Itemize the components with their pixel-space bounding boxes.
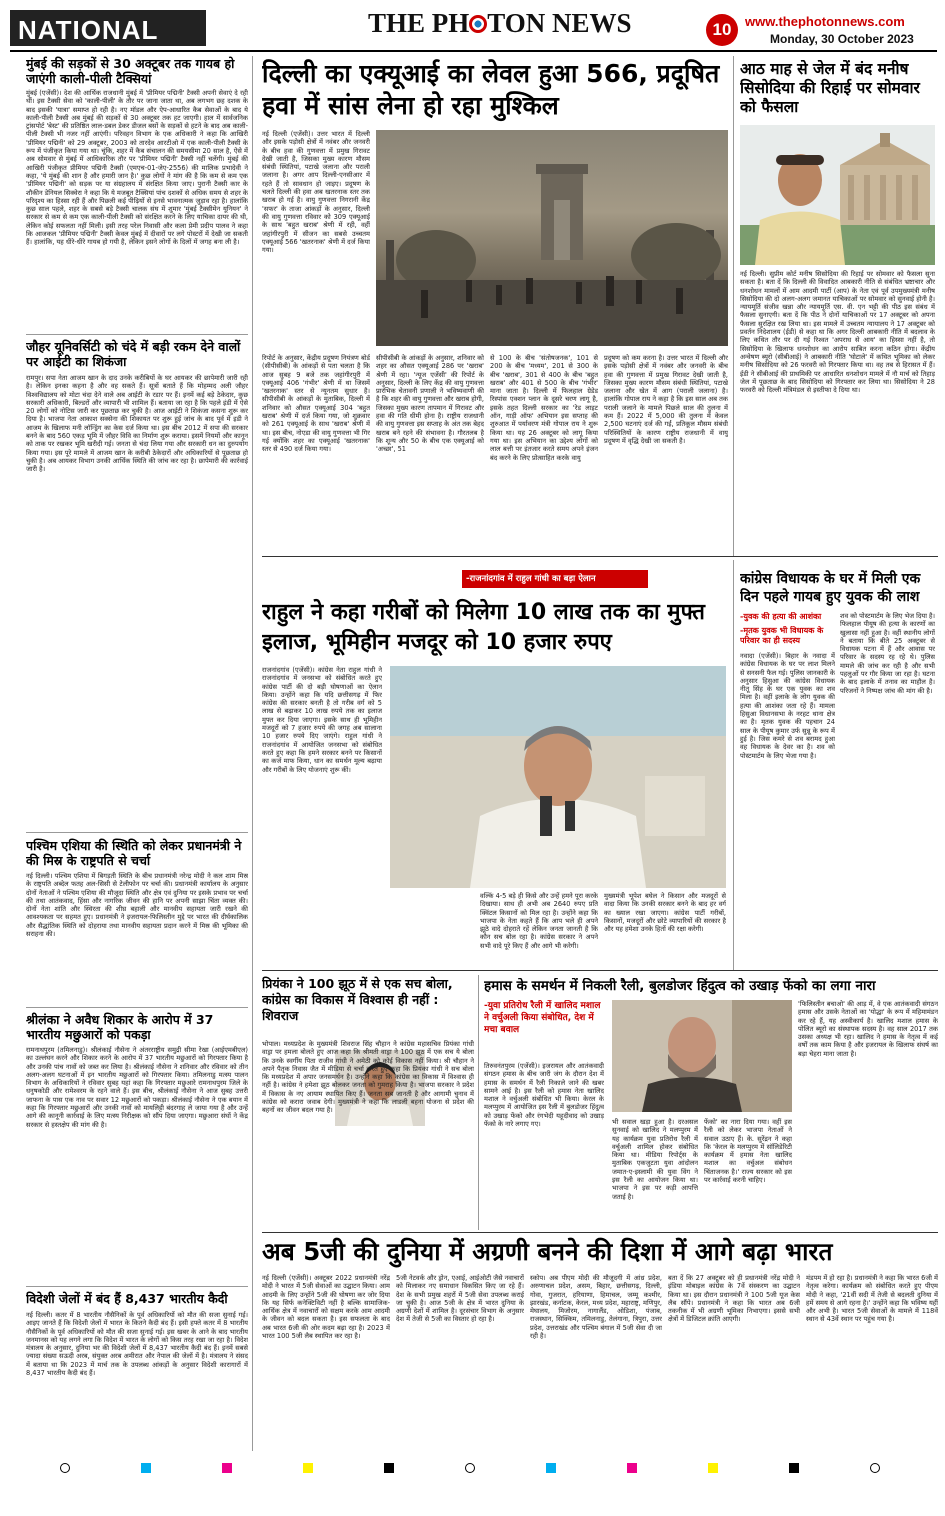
photon-logo-icon <box>469 15 487 33</box>
rahul-col-1: राजनांदगांव (एजेंसी)। कांग्रेस नेता राहुल गांधी ने राजनांदगांव में जनसभा को संबोधित करते हुए कांग्रेस पार्टी की दो बड़ी घोषणाओं का ऐलान किया। उन्होंने कहा कि यदि छत्तीसगढ़ में फिर कांग्रेस की सरकार बनती है तो गरीब वर्ग को 5 लाख से बढ़ाकर 10 लाख रुपये तक का इलाज मुफ्त कर दिया जाएगा। इसके साथ ही भूमिहीन मजदूरों को 7 हजार रुपये की जगह अब सालाना 10 हजार रुपये दिए जाएंगे। राहुल गांधी ने राजनांदगांव में आयोजित जनसभा को संबोधित करते हुए कहा कि हमने सरकार बनने पर किसानों का कर्ज माफ किया, धान का समर्थन मूल्य बढ़ाया और गरीबों के लिए योजनाएं शुरू कीं। <box>262 666 382 774</box>
cyan-swatch <box>141 1463 151 1473</box>
fiveg-col-5: मंडपम में हो रहा है। प्रधानमंत्री ने कहा कि भारत 6जी में नेतृत्व करेगा। कार्यक्रम को संबोधित करते हुए पीएम मोदी ने कहा, '21वीं सदी में तेजी से बदलती दुनिया में हमें समय से आगे रहना है।' उन्होंने कहा कि भविष्य यहीं और अभी है। भारत 5जी सेवाओं के मामले में 118वें स्थान से 43वें स्थान पर पहुंच गया है। <box>806 1274 938 1324</box>
lead-col-1: नई दिल्ली (एजेंसी)। उत्तर भारत में दिल्ली और इसके पड़ोसी क्षेत्रों में नवंबर और जनवरी के बीच हवा की गुणवत्ता में प्रमुख गिरावट देखी जाती है, जिसका मुख्य कारण मौसम संबंधी स्थितियां, पटाखे जलाना और पराली जलाना है। अगर आप दिल्ली-एनसीआर में रहते हैं तो सावधान हो जाइए। प्रदूषण के चलते दिल्ली की हवा अब खतरनाक स्तर तक खराब हो गई है। वायु गुणवत्ता निगरानी केंद्र 'सफर' के ताजा आंकड़ों के अनुसार, दिल्ली की वायु गुणवत्ता रविवार को 309 एक्यूआई के साथ 'बहुत खराब' श्रेणी में रही, वहीं जहांगीरपुरी में सीजन का सबसे उच्चतम एक्यूआई 566 'खतरनाक' श्रेणी में दर्ज किया गया। <box>262 130 370 255</box>
website-link[interactable]: www.thephotonnews.com <box>745 14 905 29</box>
lead-col-3: सीपीसीबी के आंकड़ों के अनुसार, शनिवार को शहर का औसत एक्यूआई 286 पर 'खराब' श्रेणी में रहा। 'न्यूज एजेंसी' की रिपोर्ट के अनुसार, दिल्ली के लिए केंद्र की वायु गुणवत्ता प्रारंभिक चेतावनी प्रणाली ने भविष्यवाणी की है कि शहर की वायु गुणवत्ता और खराब होगी, जिसका मुख्य कारण तापमान में गिरावट और हवा की गति धीमी होना है। राष्ट्रीय राजधानी की वायु गुणवत्ता इस सप्ताह के अंत तक बेहद खराब बने रहने की संभावना है। गौरतलब है कि शून्य और 50 के बीच एक एक्यूआई को 'अच्छा', 51 <box>376 354 484 454</box>
khalid-mashal-portrait-illustration <box>612 1000 792 1112</box>
fiveg-headline: अब 5जी की दुनिया में अग्रणी बनने की दिशा में आगे बढ़ा भारत <box>262 1237 833 1266</box>
page-number-badge <box>706 14 738 46</box>
column-divider <box>733 560 734 970</box>
fiveg-col-4: बता दें कि 27 अक्टूबर को ही प्रधानमंत्री नरेंद्र मोदी ने इंडिया मोबाइल कांग्रेस के 7वें संस्करण का उद्घाटन किया था। इस दौरान प्रधानमंत्री ने 100 5जी यूज केस लैब सौंपे। प्रधानमंत्री ने कहा कि भारत अब 6जी तकनीक में भी अग्रणी भूमिका निभाएगा। इससे सभी क्षेत्रों में डिजिटल क्रांति आएगी। <box>668 1274 800 1324</box>
divider <box>26 832 248 833</box>
section-label: NATIONAL <box>18 15 159 45</box>
priyanka-headline: प्रियंका ने 100 झूठ में से एक सच बोला, कांग्रेस का विकास में विश्वास ही नहीं : शिवराज <box>262 976 453 1023</box>
hamas-headline: हमास के समर्थन में निकली रैली, बुलडोजर हिंदुत्व को उखाड़ फेंको का लगा नारा <box>484 978 876 994</box>
paper-name-part2: TON NEWS <box>487 8 632 38</box>
mla-col-2: शव को पोस्टमार्टम के लिए भेज दिया है। फिलहाल पीयूष की हत्या के कारणों का खुलासा नहीं हुआ है। वहीं स्थानीय लोगों ने बताया कि बीते 25 अक्टूबर से विधायक पटना में हैं और आवास पर परिवार के सदस्य रह रहे थे। पुलिस मामले की जांच कर रही है और सभी पहलुओं पर गौर किया जा रहा है। घटना के बाद इलाके में तनाव का माहौल है। परिजनों ने निष्पक्ष जांच की मांग की है। <box>840 612 935 695</box>
fiveg-col-2: 5जी नेटवर्क और ड्रोन, एआई, आईओटी जैसे नवाचारों को मिलाकर नए समाधान विकसित किए जा रहे हैं। देश के सभी प्रमुख शहरों में 5जी सेवा उपलब्ध कराई जा चुकी है। आज 5जी के क्षेत्र में भारत दुनिया के अग्रणी देशों में शामिल है। दूरसंचार विभाग के अनुसार देश में तेजी से 5जी का विस्तार हो रहा है। <box>396 1274 524 1324</box>
hamas-kicker: -युवा प्रतिरोध रैली में खालिद मशाल ने वर्चुअली किया संबोधित, देश में मचा बवाल <box>484 1001 601 1035</box>
story-srilanka-body: रामनाथपुरम (तमिलनाडु)। श्रीलंकाई नौसेना ने अंतरराष्ट्रीय समुद्री सीमा रेखा (आईएमबीएल) का उल्लंघन करने और शिकार करने के आरोप में 37 भारतीय मछुआरों को गिरफ्तार किया है और उनकी पांच नावों को जब्त कर लिया है। श्रीलंकाई नौसेना ने शनिवार और रविवार को तीन अलग-अलग घटनाओं में इन भारतीय मछुआरों को गिरफ्तार किया। तमिलनाडु मत्स्य पालन विभाग के अधिकारियों ने रविवार सुबह यहां कहा कि गिरफ्तार मछुआरे रामनाथपुरम जिले के धनुषकोडी और रामेश्वरम के रहने वाले हैं। इस बीच, श्रीलंकाई नौसेना ने आज सुबह उत्तरी जाफना के पास एक नाव पर सवार 12 मछुआरों को पकड़ा। श्रीलंकाई नौसेना ने एक बयान में कहा कि गिरफ्तार मछुआरों और उनकी नावों को मायलिट्टी बंदरगाह ले जाया गया है और उन्हें आगे की कानूनी कार्रवाई के लिए मत्स्य निरीक्षक को सौंप दिया जाएगा। मछुआरा संघों ने केंद्र सरकार से हस्तक्षेप की मांग की है। <box>26 1046 248 1129</box>
sisodia-photo <box>740 125 935 265</box>
lead-col-4: से 100 के बीच 'संतोषजनक', 101 से 200 के बीच 'मध्यम', 201 से 300 के बीच 'खराब', 301 से 400 के बीच 'बहुत खराब' और 401 से 500 के बीच 'गंभीर' माना जाता है। दिल्ली में फिलहाल ग्रेडेड रिस्पांस एक्शन प्लान के दूसरे चरण लागू है, इसके तहत दिल्ली सरकार का 'रेड लाइट ऑन, गाड़ी ऑफ' अभियान इस सप्ताह की शुरुआत में पर्यावरण मंत्री गोपाल राय ने शुरू किया था। यह 26 अक्टूबर को लागू किया गया था। इस अभियान का उद्देश्य लोगों को लाल बत्ती पर इंतजार करते समय अपने इंजन बंद करने के लिए प्रोत्साहित करके वायु <box>490 354 598 462</box>
registration-mark-icon <box>870 1463 880 1473</box>
lead-col-2: रिपोर्ट के अनुसार, केंद्रीय प्रदूषण नियंत्रण बोर्ड (सीपीसीबी) के आंकड़ों से पता चलता है कि आज सुबह 9 बजे तक जहांगीरपुरी में एक्यूआई 406 'गंभीर' श्रेणी में था जिसमें 'खतरनाक' स्तर से न्यूनतम सुधार है। सीपीसीबी के आंकड़ों के मुताबिक, दिल्ली में शनिवार को औसत एक्यूआई 304 'बहुत खराब' श्रेणी में दर्ज किया गया, जो शुक्रवार को 261 एक्यूआई के साथ 'खराब' श्रेणी में था। इस बीच, नोएडा की वायु गुणवत्ता भी गिर गई क्योंकि शहर का एक्यूआई 'खतरनाक' स्तर से 490 दर्ज किया गया। <box>262 354 370 454</box>
masthead-title <box>368 8 648 48</box>
story-taxi-body: मुंबई (एजेंसी)। देश की आर्थिक राजधानी मुंबई में 'प्रीमियर पद्मिनी' टैक्सी अपनी सेवाएं दे रही थीं। इस टैक्सी सेवा को 'काली-पीली' के तौर पर जाना जाता था, अब लगभग छह दशक के बाद इसकी 'यात्रा' समाप्त हो रही है। नए मॉडल और ऐप-आधारित कैब सेवाओं के बाद ये काली-पीली टैक्सी अब मुंबई की सड़कों से 30 अक्टूबर तक हट जाएगी। हाल में सार्वजनिक ट्रांसपोर्ट 'बेस्ट' की प्रतिष्ठित लाल-डबल डेकर डीजल बसों के सड़कों से हटने के बाद अब काली-पीली टैक्सी भी नजर नहीं आएंगी। परिवहन विभाग के एक अधिकारी ने कहा कि आखिरी 'प्रीमियर पद्मिनी' को 29 अक्टूबर, 2003 को तारदेव आरटीओ में एक काली-पीली टैक्सी के रूप में पंजीकृत किया गया था। चूंकि, शहर में कैब संचालन की समयसीमा 20 साल है, ऐसे में अब सोमवार से मुंबई में आधिकारिक तौर पर 'प्रीमियर पद्मिनी' टैक्सी नहीं चलेंगी। मुंबई की आखिरी पंजीकृत प्रीमियर पद्मिनी टैक्सी (एमएच-01-जेए-2556) की मालिक प्रभादेवी ने कहा, 'ये मुंबई की शान है और हमारी जान है।' कुछ लोगों ने मांग की है कि कम से कम एक 'प्रीमियर पद्मिनी' को सड़क पर या संग्रहालय में संरक्षित किया जाए। पुरानी टैक्सी कार के शौकीन डेनियल सिक्वेरा ने कहा कि ये मजबूत टैक्सियां पांच दशकों से अधिक समय से शहर के परिदृश्य का हिस्सा रही हैं और पिछली कई पीढ़ियों से इनसे भावनात्मक जुड़ाव रहा है। हालांकि कुछ साल पहले, शहर के सबसे बड़े टैक्सी चालक संघ में शुमार 'मुंबई टैक्सीमेन यूनियन' ने सरकार से कम से कम एक काली-पीली टैक्सी को संरक्षित करने के लिए याचिका दायर की थी, लेकिन कोई सफलता नहीं मिली। इसी तरह परेल निवासी और कला प्रेमी प्रदीप पालव ने कहा कि आजकल 'प्रीमियर पद्मिनी' टैक्सी केवल मुंबई में दीवारों पर लगे पोस्टरों में देखी जा सकती हैं। हालांकि, यह धीरे-धीरे गायब हो गयी है, लेकिन इसने लोगों के दिलों में जगह बना ली है। <box>26 89 248 247</box>
black-swatch <box>789 1463 799 1473</box>
story-prisoners-headline: विदेशी जेलों में बंद हैं 8,437 भारतीय कैदी <box>26 1291 228 1306</box>
masthead-rule <box>10 50 937 52</box>
rahul-headline: राहुल ने कहा गरीबों को मिलेगा 10 लाख तक का मुफ्त इलाज, भूमिहीन मजदूर को 10 हजार रुपए <box>262 600 705 655</box>
section-label-box <box>10 10 206 46</box>
hamas-col-3: फेंको' का नारा दिया गया। वहीं इस रैली को लेकर भाजपा नेताओं ने सवाल उठाए हैं। के. सुरेंद्रन ने कहा कि 'केरल के मलप्पुरम में सॉलिडेरिटी कार्यक्रम में हमास नेता खालिद मशाल का वर्चुअल संबोधन चिंताजनक है।' राज्य सरकार को इस पर कार्रवाई करनी चाहिए। <box>704 1118 792 1185</box>
story-taxi-headline: मुंबई की सड़कों से 30 अक्टूबर तक गायब हो जाएंगी काली-पीली टैक्सियां <box>26 56 235 86</box>
india-gate-illustration <box>376 130 728 346</box>
mla-kicker-1: -युवक की हत्या की आशंका <box>740 612 822 621</box>
sisodia-headline: आठ माह से जेल में बंद मनीष सिसोदिया की रिहाई पर सोमवार को फैसला <box>740 60 920 116</box>
divider <box>26 1286 248 1287</box>
section-rule <box>262 556 938 557</box>
column-divider <box>733 56 734 556</box>
mla-col-1: नवादा (एजेंसी)। बिहार के नवादा में कांग्रेस विधायक के घर पर लाश मिलने से सनसनी फैल गई। पुलिस जानकारी के अनुसार हिसुआ की कांग्रेस विधायक नीतू सिंह के घर एक युवक का शव मिला है। वहीं इलाके के लोग युवक की हत्या की आशंका जता रहे हैं। मामला हिसुआ विधानसभा के नरहट थाना क्षेत्र का है। मृतक युवक की पहचान 24 साल के पीयूष कुमार उर्फ सुन्नू के रूप में हुई है। जिस कमरे से शव बरामद हुआ वह विधायक के देवर का है। शव को पोस्टमार्टम के लिए भेजा गया है। <box>740 652 835 760</box>
section-rule <box>262 1232 938 1233</box>
page-number: 10 <box>712 20 732 39</box>
rahul-kicker <box>462 570 648 588</box>
column-divider <box>478 975 479 1230</box>
sisodia-body: नई दिल्ली। सुप्रीम कोर्ट मनीष सिसोदिया की रिहाई पर सोमवार को फैसला सुना सकता है। बता दें कि दिल्ली की विवादित आबकारी नीति से संबंधित भ्रष्टाचार और धनशोधन मामलों में आम आदमी पार्टी (आप) के नेता एवं पूर्व उपमुख्यमंत्री मनीष सिसोदिया की दो अलग-अलग जमानत याचिकाओं पर सोमवार को सुनवाई होनी है। न्यायमूर्ति संजीव खन्ना और न्यायमूर्ति एस. वी. एन भट्टी की पीठ इस संबंध में फैसला सुनाएगी। बता दें कि पीठ ने दोनों याचिकाओं पर 17 अक्टूबर को अपना फैसला सुरक्षित रख लिया था। इस मामले में उच्चतम न्यायालय ने 17 अक्टूबर को प्रवर्तन निदेशालय (ईडी) से कहा था कि अगर दिल्ली आबकारी नीति में बदलाव के लिए कथित तौर पर दी गई रिश्वत 'अपराध से आय' का हिस्सा नहीं है, तो सिसोदिया के खिलाफ धनशोधन का आरोप साबित करना कठिन होगा। केंद्रीय अन्वेषण ब्यूरो (सीबीआई) ने आबकारी नीति 'घोटाले' में कथित भूमिका को लेकर मनीष सिसोदिया को 26 फरवरी को गिरफ्तार किया था। वह तब से हिरासत में हैं। ईडी ने सीबीआई की प्राथमिकी पर आधारित धनशोधन मामले में नौ मार्च को तिहाड़ जेल में पूछताछ के बाद सिसोदिया को गिरफ्तार कर लिया था। सिसोदिया ने 28 फरवरी को दिल्ली मंत्रिमंडल से इस्तीफा दे दिया था। <box>740 270 935 395</box>
hamas-col-1: तिरुवनंतपुरम (एजेंसी)। इजरायल और आतंकवादी संगठन हमास के बीच जारी जंग के दौरान देश में हमास के समर्थन में रैली निकाले जाने की खबर सामने आई है। इस रैली को हमास नेता खालिद मशाल ने वर्चुअली संबोधित भी किया। केरल के मलप्पुरम में आयोजित इस रैली में बुलडोजर हिंदुत्व को उखाड़ फेंको और रंगभेदी यहूदीवाद को उखाड़ फेंको के नारे लगाए गए। <box>484 1062 604 1129</box>
story-srilanka-headline: श्रीलंका ने अवैध शिकार के आरोप में 37 भारतीय मछुआरों को पकड़ा <box>26 1012 214 1042</box>
lead-col-5: प्रदूषण को कम करना है। उत्तर भारत में दिल्ली और इसके पड़ोसी क्षेत्रों में नवंबर और जनवरी के बीच हवा की गुणवत्ता में प्रमुख गिरावट देखी जाती है, जिसका मुख्य कारण मौसम संबंधी स्थितियां, पटाखे जलाना और खेत में आग (पराली जलाना) है। हालांकि गोपाल राय ने कहा है कि इस साल अब तक पराली जलाने के मामले पिछले साल की तुलना में कम हैं। 2022 में 5,000 की तुलना में केवल 2,500 घटनाएं दर्ज की गईं, प्रतिकूल मौसम संबंधी परिस्थितियों के कारण राष्ट्रीय राजधानी में वायु प्रदूषण में वृद्धि देखी जा सकती है। <box>604 354 728 445</box>
delhi-smog-photo <box>376 130 728 346</box>
mashal-photo <box>612 1000 792 1112</box>
color-registration-strip <box>60 1462 880 1474</box>
priyanka-body: भोपाल। मध्यप्रदेश के मुख्यमंत्री शिवराज सिंह चौहान ने कांग्रेस महासचिव प्रियंका गांधी वाड्रा पर हमला बोलते हुए आज कहा कि श्रीमती वाड्रा ने 100 झूठ में एक सच ये बोला कि उनके स्वर्गीय पिता राजीव गांधी ने अमेठी को कोई विकास नहीं किया। श्री चौहान ने अपने पैतृक निवास जैत में मीडिया से चर्चा करते हुए कहा कि प्रियंका गांधी ने सच बोला कि मध्यप्रदेश में अपार जनसमर्थन है। उन्होंने कहा कि कांग्रेस का विकास में विश्वास ही नहीं है। कांग्रेस ने हमेशा झूठ बोलकर जनता को गुमराह किया है। भाजपा सरकार ने प्रदेश में विकास के नए आयाम स्थापित किए हैं। जनता सब जानती है और आगामी चुनाव में कांग्रेस को करारा जवाब देगी। मुख्यमंत्री ने कहा कि लाडली बहना योजना से प्रदेश की बहनों का जीवन बदल गया है। <box>262 1040 474 1115</box>
yellow-swatch <box>708 1463 718 1473</box>
registration-mark-icon <box>465 1463 475 1473</box>
mla-headline: कांग्रेस विधायक के घर में मिली एक दिन पहले गायब हुए युवक की लाश <box>740 571 921 605</box>
yellow-swatch <box>303 1463 313 1473</box>
story-johar-body: रामपुर। सपा नेता आजम खान के दाद उनके करीबियों के घर आयकर की छापेमारी जारी रही है। लेकिन इनका कहना है और वह सकते हैं। सूत्रों बताते हैं कि मोहम्मद अली जौहर विश्वविद्यालय को मोटा चंदा देने वाले अब आईटी के रडार पर हैं। इनमें कई बड़े ठेकेदार, कुछ सरकारी अधिकारी, बिल्डरों और व्यापारी भी शामिल हैं। बताया जा रहा है कि पहले इंडी में ऐसे 20 लोगों को नोटिस जारी कर पूछताछ कर चुकी है। आज आईटी ने शिकंजा कसना शुरू कर दिया है। भाजपा नेता आकाश सक्सेना की शिकायत पर शुरू हुई जांच के बाद पूर्व में इडी ने आजम के खिलाफ मनी लॉन्ड्रिंग का केस दर्ज किया था। इस बीच 2012 में सपा की सरकार बनने के बाद 560 एकड़ भूमि में जौहर विवि का निर्माण शुरू कराया। इसमें नियमों और कानून को ताक पर रखकर भूमि खरीदी गई। जनता से चंदा लिया गया और सरकारी धन का दुरुपयोग किया गया। इस पूरे मामले में आजम खान के करीबी ठेकेदारों और अधिकारियों से पूछताछ हो चुकी है। अब आयकर विभाग उनकी आर्थिक स्थिति की जांच कर रहा है। छापेमारी की कार्रवाई जारी है। <box>26 374 248 474</box>
black-swatch <box>384 1463 394 1473</box>
fiveg-col-1: नई दिल्ली (एजेंसी)। अक्टूबर 2022 प्रधानमंत्री नरेंद्र मोदी ने भारत में 5जी सेवाओं का उद्घाटन किया। आम आदमी के लिए उन्होंने 5जी की घोषणा कर जोर दिया कि यह सिर्फ कनेक्टिविटी नहीं है बल्कि सामाजिक-आर्थिक क्षेत्र में नवाचारों को सक्षम करके आम आदमी के जीवन को बदल सकता है। इस सफलता के बाद अब भारत 6जी की ओर कदम बढ़ा रहा है। 2023 में भारत 100 5जी लैब स्थापित कर रहा है। <box>262 1274 390 1341</box>
story-pm-egypt-headline: पश्चिम एशिया की स्थिति को लेकर प्रधानमंत्री ने की मिस्र के राष्ट्रपति से चर्चा <box>26 838 242 868</box>
rahul-kicker-text: -राजनांदगांव में राहुल गांधी का बड़ा ऐलान <box>466 574 596 584</box>
story-johar-headline: जौहर यूनिवर्सिटी को चंदे में बड़ी रकम देने वालों पर आईटी का शिकंजा <box>26 339 241 369</box>
supreme-court-and-portrait-illustration <box>740 125 935 265</box>
rahul-gandhi-speech-illustration <box>390 666 726 888</box>
registration-mark-icon <box>60 1463 70 1473</box>
column-divider <box>252 56 253 1451</box>
divider <box>26 1007 248 1008</box>
magenta-swatch <box>222 1463 232 1473</box>
story-pm-egypt-body: नई दिल्ली। पश्चिम एशिया में बिगड़ती स्थिति के बीच प्रधानमंत्री नरेन्द्र मोदी ने कल शाम मिस्र के राष्ट्रपति अब्देल फतह अल-सिसी से टेलीफोन पर चर्चा की। प्रधानमंत्री कार्यालय के अनुसार दोनों नेताओं ने पश्चिम एशिया की मौजूदा स्थिति और क्षेत्र एवं दुनिया पर इसके प्रभाव पर चर्चा की तथा आतंकवाद, हिंसा और नागरिक जीवन की हानि पर अपनी साझा चिंता व्यक्त की। दोनों नेता शांति और स्थिरता की शीघ्र बहाली और मानवीय सहायता जारी रखने की आवश्यकता पर सहमत हुए। प्रधानमंत्री ने इजरायल-फिलिस्तीन मुद्दे पर भारत की दीर्घकालिक और सैद्धांतिक स्थिति को दोहराया तथा मानवीय सहायता प्रदान करने में मिस्र की भूमिका की सराहना की। <box>26 872 248 939</box>
cyan-swatch <box>546 1463 556 1473</box>
paper-name-part1: THE PH <box>368 8 470 38</box>
divider <box>26 334 248 335</box>
hamas-col-4: 'फिलिस्तीन बचाओ' की आड़ में, वे एक आतंकवादी संगठन हमास और उसके नेताओं का 'योद्धा' के रूप में महिमामंडन कर रहे हैं, यह अस्वीकार्य है। खालिद मशाल हमास के पोलित ब्यूरो का संस्थापक सदस्य है। वह साल 2017 तक उसका अध्यक्ष भी रहा। खालिद ने हमास के नेतृत्व में कई वर्षों तक काम किया है और इजरायल के खिलाफ संघर्ष का बड़ा चेहरा माना जाता है। <box>798 1000 938 1058</box>
rahul-col-2: वल्किं 4-5 बड़े ही किसे और उन्हें हमने पूरा करके दिखाया। साथ ही अभी अब 2640 रुपए प्रति क्विंटल किसानों को मिल रहा है। उन्होंने कहा कि भाजपा के नेता कहते हैं कि आप भले ही अपने झूठे वादे दोहराते रहें लेकिन जनता जानती है कि कौन सच बोल रहा है। कांग्रेस सरकार ने अपने सभी वादे पूरे किए हैं और आगे भी करेगी। <box>480 892 598 950</box>
issue-date: Monday, 30 October 2023 <box>770 32 914 46</box>
hamas-col-2: भी सवाल खड़ा हुआ है। दरअसल सुनवाई को खालिद ने मलप्पुरम में यह कार्यक्रम युवा प्रतिरोध रैली में वर्चुअली शामिल होकर संबोधित किया था। मीडिया रिपोर्ट्स के मुताबिक एकजुटता युवा आंदोलन जमात-ए-इस्लामी की युवा विंग ने इस रैली का आयोजन किया था। भाजपा ने इस पर कड़ी आपत्ति जताई है। <box>612 1118 698 1201</box>
left-column <box>26 56 248 1451</box>
rahul-col-3: मुख्यमंत्री भूपेश बघेल ने किसान और मजदूरों से वादा किया कि उनकी सरकार बनने के बाद हर वर्ग का ख्याल रखा जाएगा। कांग्रेस पार्टी गरीबों, किसानों, मजदूरों और छोटे व्यापारियों की सरकार है और यह हमेशा उनके हितों की रक्षा करेगी। <box>604 892 726 934</box>
magenta-swatch <box>627 1463 637 1473</box>
section-rule <box>262 970 938 971</box>
lead-headline: दिल्ली का एक्यूआई का लेवल हुआ 566, प्रदूषित हवा में सांस लेना हो रहा मुश्किल <box>262 59 720 120</box>
mla-kicker-2: -मृतक युवक भी विधायक के परिवार का ही सदस्य <box>740 626 824 645</box>
story-prisoners-body: नई दिल्ली। कतर में 8 भारतीय नौसैनिकों के पूर्व अधिकारियों को मौत की सजा सुनाई गई। आइए जानते हैं कि विदेशी जेलों में भारत के कितने कैदी बंद हैं। इसी हफ्ते कतर में 8 भारतीय नौसैनिकों के पूर्व अधिकारियों को मौत की सजा सुनाई गई। इस खबर के आने के बाद भारतीय जनमानस को यह लगने लगा कि विदेश में भारत के लोगों को किस तरह रखा जा रहा है। विदेश मंत्रालय के अनुसार, दुनिया भर की विदेशी जेलों में 8,437 भारतीय कैदी बंद हैं। इनमें सबसे ज्यादा संख्या सऊदी अरब, संयुक्त अरब अमीरात और नेपाल की जेलों में है। मंत्रालय ने संसद में बताया था कि 2023 में मार्च तक के उपलब्ध आंकड़ों के अनुसार विदेशी कारागारों में 8,437 भारतीय कैदी बंद हैं। <box>26 1311 248 1378</box>
rahul-photo <box>390 666 726 888</box>
fiveg-col-3: स्कोप। अब पीएम मोदी की मौजूदगी में आंध्र प्रदेश, अरुणाचल प्रदेश, असम, बिहार, छत्तीसगढ़, दिल्ली, गोवा, गुजरात, हरियाणा, हिमाचल, जम्मू कश्मीर, झारखंड, कर्नाटक, केरल, मध्य प्रदेश, महाराष्ट्र, मणिपुर, मेघालय, मिजोरम, नागालैंड, ओडिशा, पंजाब, राजस्थान, सिक्किम, तमिलनाडु, तेलंगाना, त्रिपुरा, उत्तर प्रदेश, उत्तराखंड और पश्चिम बंगाल में 5जी सेवा दी जा रही है। <box>530 1274 662 1341</box>
